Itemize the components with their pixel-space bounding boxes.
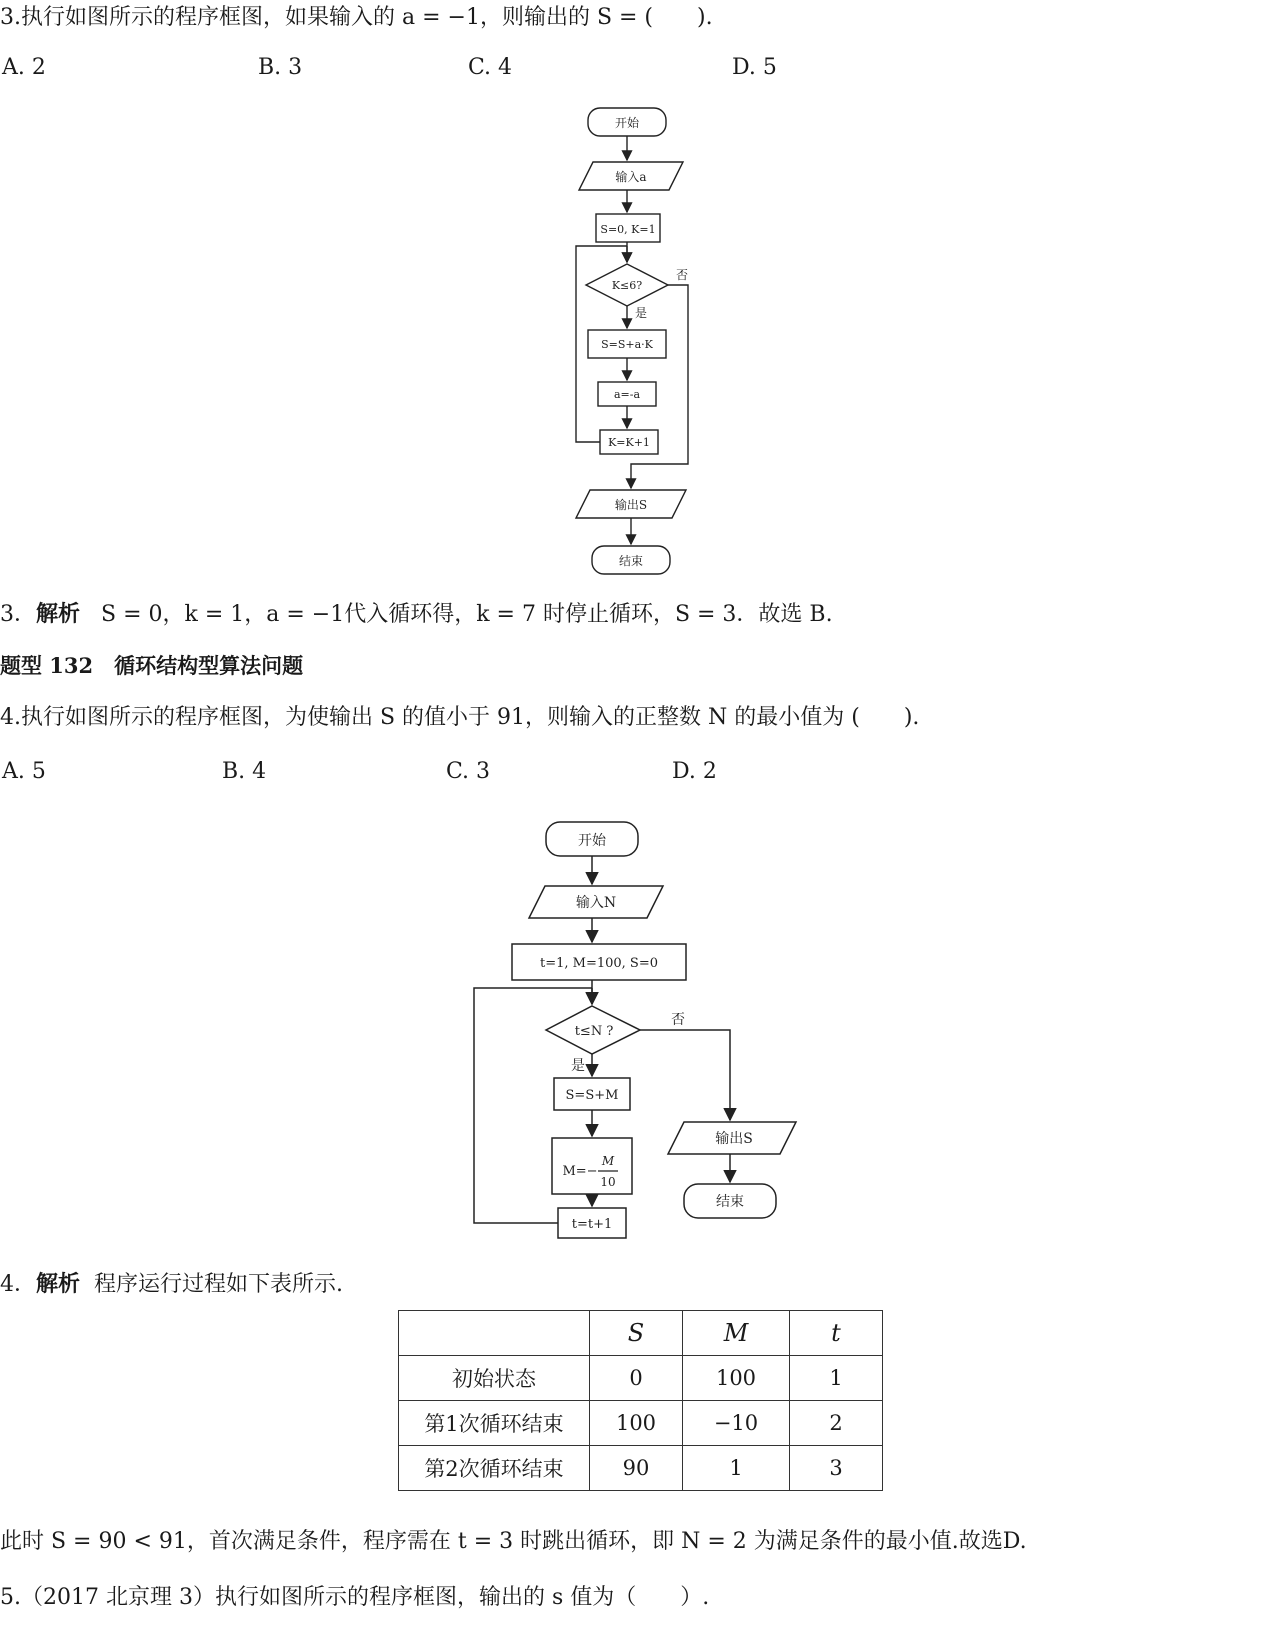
q4-analysis-text: 程序运行过程如下表所示.	[94, 1272, 344, 1297]
q4-trace-table	[398, 1310, 883, 1491]
q3-output-label: 输出S	[614, 498, 648, 512]
q5-stem: 5.（2017 北京理 3）执行如图所示的程序框图，输出的 s 值为（ ）.	[0, 1585, 710, 1610]
q3-condition-label: K≤6?	[611, 279, 643, 292]
q4-step2-lhs: M=−	[562, 1164, 598, 1179]
table-header-cell	[399, 1311, 590, 1356]
q4-output-label: 输出S	[715, 1131, 753, 1147]
q4-stem: 4.执行如图所示的程序框图，为使输出 S 的值小于 91，则输入的正整数 N 的最小值为 ( ).	[0, 705, 920, 730]
table-row	[399, 1401, 883, 1446]
table-header-row	[399, 1311, 883, 1356]
q4-analysis-prefix: 4．	[0, 1272, 36, 1297]
q4-step2-numerator: M	[601, 1154, 615, 1168]
table-cell: 3	[790, 1446, 883, 1491]
section-title: 题型 132 循环结构型算法问题	[0, 653, 304, 678]
q3-no-label: 否	[675, 268, 689, 282]
q3-start-label: 开始	[614, 116, 640, 130]
q4-end-label: 结束	[716, 1194, 744, 1210]
q3-option-b: B. 3	[258, 55, 303, 80]
table-header-cell: t	[790, 1311, 883, 1356]
q3-analysis-prefix: 3．	[0, 602, 36, 627]
q3-step3-label: K=K+1	[608, 436, 650, 449]
table-cell: 第2次循环结束	[399, 1446, 590, 1491]
q3-option-a: A. 2	[2, 55, 46, 80]
table-cell: 1	[790, 1356, 883, 1401]
table-row	[399, 1446, 883, 1491]
table-cell: 100	[683, 1356, 790, 1401]
q4-option-c: C. 3	[446, 759, 491, 784]
q4-step1-label: S=S+M	[565, 1088, 619, 1103]
q3-analysis-text: S = 0，k = 1，a = −1代入循环得，k = 7 时停止循环，S = 3．故选 B.	[101, 602, 833, 627]
table-cell: 100	[590, 1401, 683, 1446]
q3-analysis-label: 解析	[36, 601, 81, 627]
table-header-cell: M	[683, 1311, 790, 1356]
q4-condition-label: t≤N ?	[574, 1024, 614, 1039]
table-cell: −10	[683, 1401, 790, 1446]
q4-option-b: B. 4	[222, 759, 267, 784]
q4-input-label: 输入N	[575, 895, 617, 911]
q3-step1-label: S=S+a·K	[601, 338, 653, 351]
table-row	[399, 1356, 883, 1401]
table-cell: 2	[790, 1401, 883, 1446]
q4-option-d: D. 2	[672, 759, 717, 784]
q3-option-d: D. 5	[732, 55, 777, 80]
table-cell: 1	[683, 1446, 790, 1491]
q3-stem: 3.执行如图所示的程序框图，如果输入的 a = −1，则输出的 S = ( ).	[0, 5, 713, 30]
q4-step3-label: t=t+1	[571, 1217, 613, 1232]
q3-yes-label: 是	[634, 306, 648, 320]
table-cell: 初始状态	[399, 1356, 590, 1401]
table-cell: 90	[590, 1446, 683, 1491]
table-cell: 0	[590, 1356, 683, 1401]
q4-init-label: t=1, M=100, S=0	[539, 956, 659, 971]
q4-start-label: 开始	[578, 833, 606, 849]
q4-no-branch-line	[640, 1030, 730, 1120]
q3-option-c: C. 4	[468, 55, 513, 80]
q3-end-label: 结束	[618, 554, 644, 568]
q4-analysis	[0, 1270, 343, 1299]
q4-yes-label: 是	[571, 1058, 585, 1074]
q4-no-label: 否	[671, 1012, 685, 1028]
q4-step2-denominator: 10	[600, 1175, 616, 1189]
q3-init-label: S=0, K=1	[600, 223, 656, 236]
table-header-cell: S	[590, 1311, 683, 1356]
q3-step2-label: a=-a	[613, 388, 641, 401]
q4-analysis-label: 解析	[36, 1271, 81, 1297]
table-cell: 第1次循环结束	[399, 1401, 590, 1446]
q4-conclusion: 此时 S = 90 < 91，首次满足条件，程序需在 t = 3 时跳出循环，即 N = 2 为满足条件的最小值.故选D.	[0, 1529, 1027, 1554]
q4-option-a: A. 5	[2, 759, 46, 784]
q3-input-label: 输入a	[615, 170, 647, 184]
